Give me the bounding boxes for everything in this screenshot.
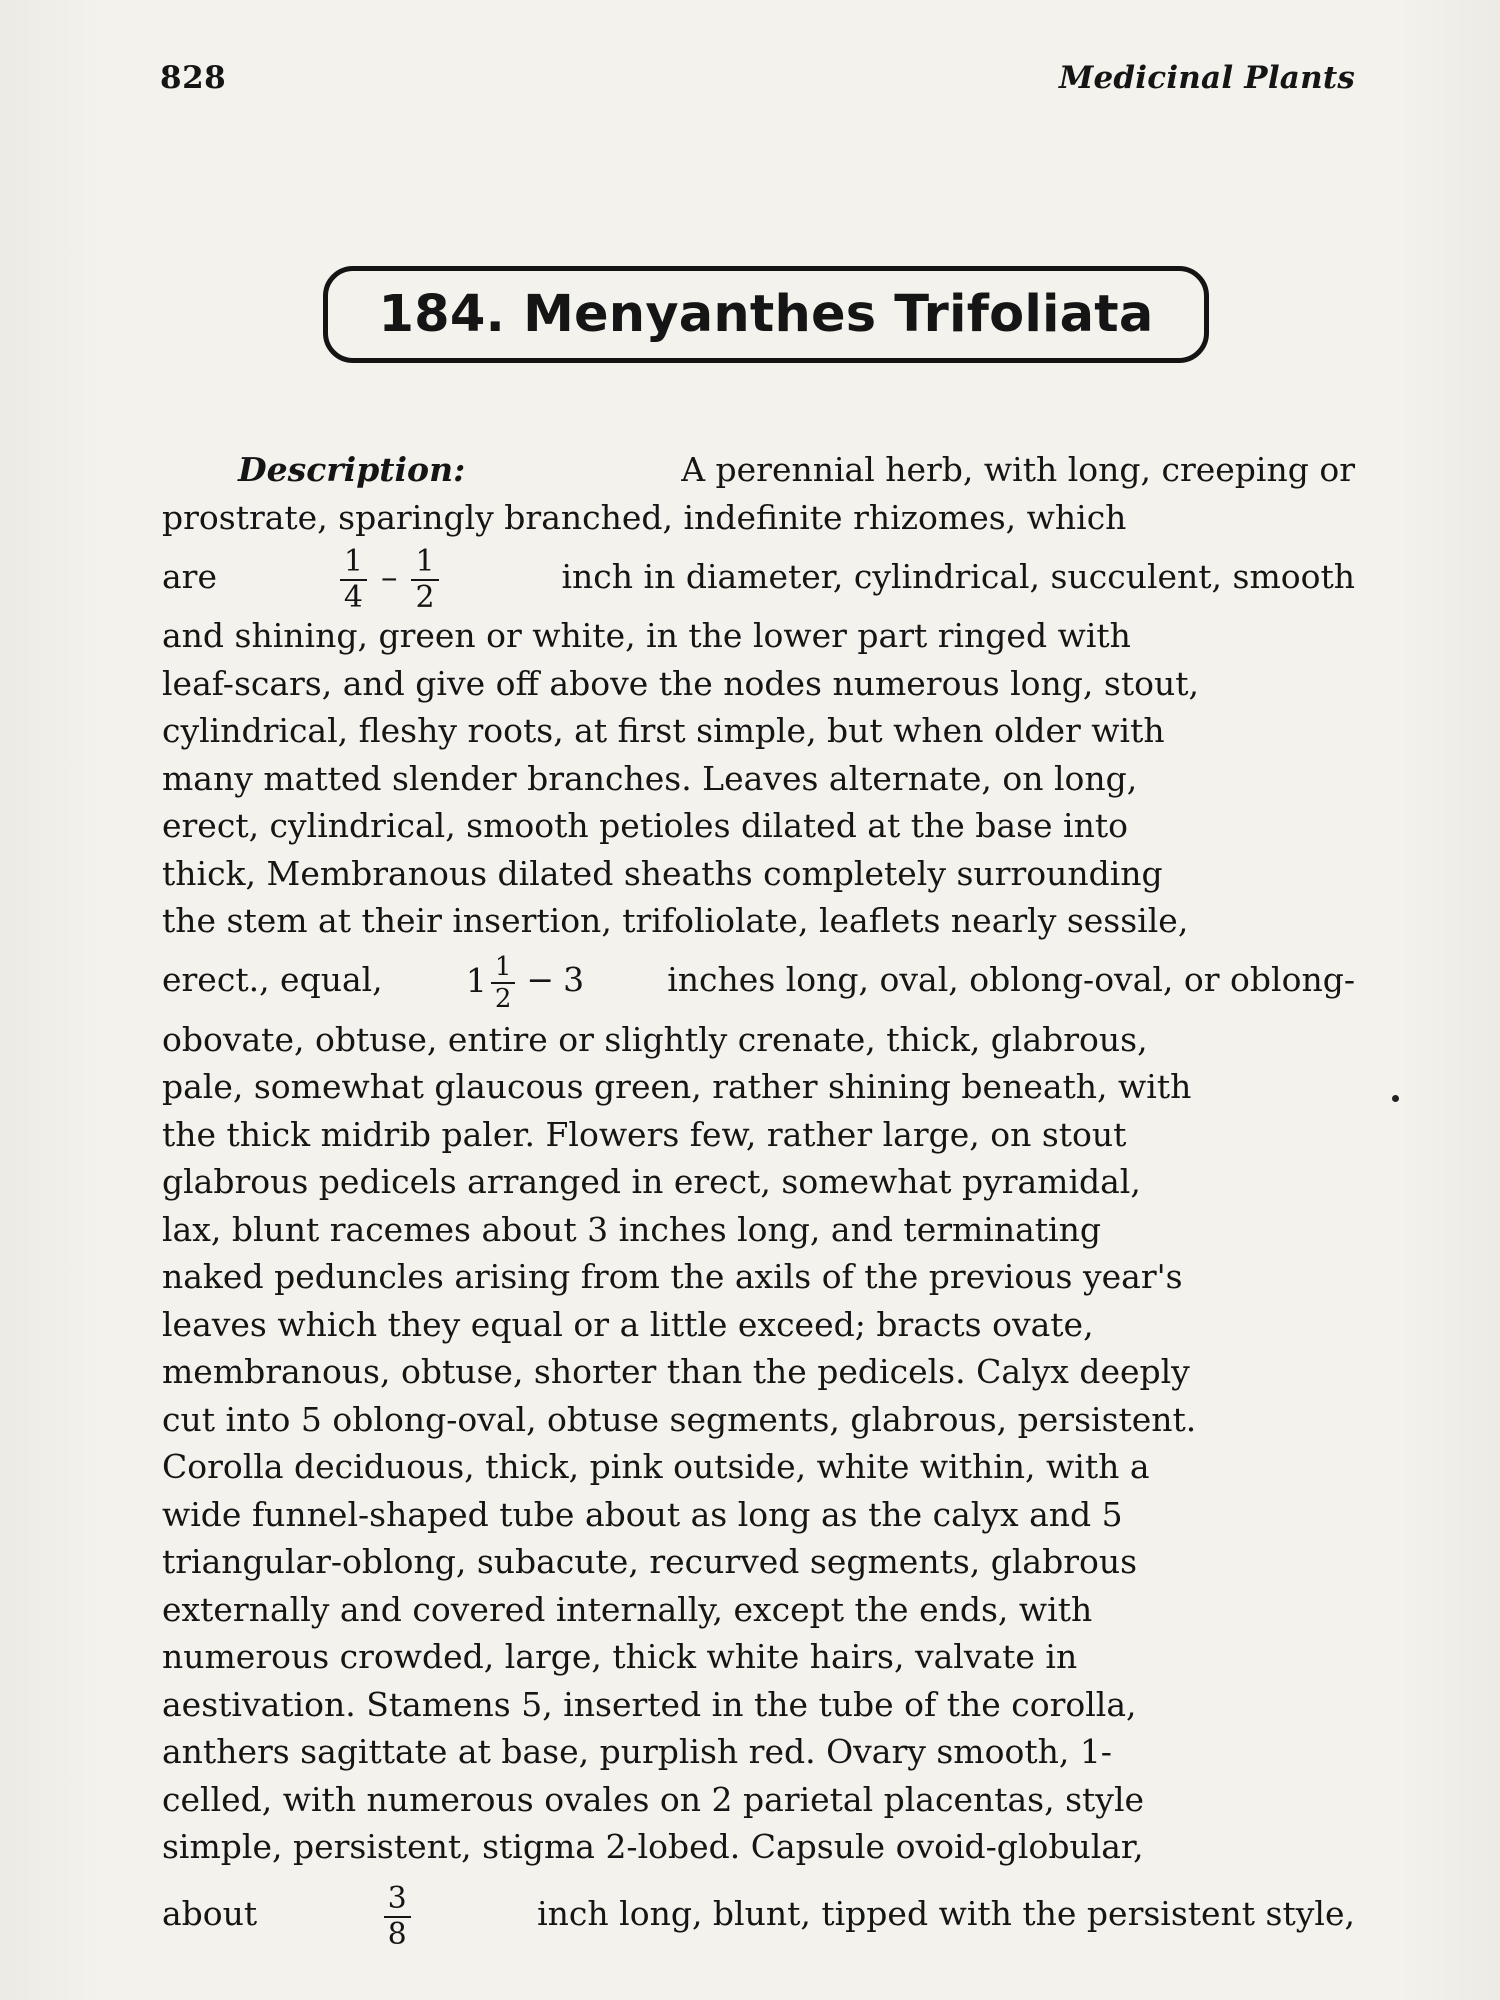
mixed-number-fraction [491,954,516,1012]
fraction-three-eighths-denominator: 8 [387,1916,407,1952]
text-line-20: cut into 5 oblong-oval, obtuse segments, glabrous, persistent. [162,1399,1197,1439]
leaflet-length-range [465,951,585,1014]
text-line-13: pale, somewhat glaucous green, rather shining beneath, with [162,1067,1192,1106]
chapter-title: 184. Menyanthes Trifoliata [378,285,1154,344]
text-line-11-after: inches long, oval, oblong-oval, or oblong- [667,960,1355,1000]
text-line-10: the stem at their insertion, trifoliolate, leaflets nearly sessile, [162,901,1189,940]
text-line-24: externally and covered internally, except the ends, with [162,1589,1093,1629]
fraction-one-quarter-numerator: 1 [340,547,367,581]
text-line-3 [162,541,1355,615]
margin-ink-dot [1392,1095,1399,1102]
text-line-1 [162,446,1355,494]
text-line-11-before: erect., equal, [162,960,383,1000]
text-line-30-before: about [162,1893,258,1933]
text-line-3-before: are [162,556,217,596]
leaflet-range-minus: − [526,960,555,1000]
text-line-22: wide funnel-shaped tube about as long as the calyx and 5 [162,1494,1123,1534]
text-line-1-rest: A perennial herb, with long, creeping or [681,450,1355,489]
book-title: Medicinal Plants [1058,60,1355,96]
text-line-9: thick, Membranous dilated sheaths completely surrounding [162,853,1163,893]
text-line-29: simple, persistent, stigma 2-lobed. Capsule ovoid-globular, [162,1827,1144,1866]
text-line-21: Corolla deciduous, thick, pink outside, white within, with a [162,1447,1150,1486]
text-line-23: triangular-oblong, subacute, recurved segments, glabrous [162,1542,1138,1581]
text-line-19: membranous, obtuse, shorter than the pedicels. Calyx deeply [162,1352,1190,1391]
text-line-14: the thick midrib paler. Flowers few, rather large, on stout [162,1114,1127,1154]
text-line-27: anthers sagittate at base, purplish red. Ovary smooth, 1- [162,1732,1112,1771]
fraction-three-eighths [384,1880,411,1952]
leaflet-range-end: 3 [563,960,585,1000]
description-label: Description: [238,450,466,489]
fraction-three-eighths-numerator: 3 [384,1884,411,1918]
running-head [160,60,1355,96]
range-dash: – [380,556,398,596]
mixed-number-denominator: 2 [494,984,512,1014]
mixed-number-whole: 1 [465,960,487,1000]
text-line-30 [162,1871,1355,1957]
fraction-one-half-denominator: 2 [415,579,435,615]
description-text [162,446,1355,1957]
fraction-one-quarter-denominator: 4 [343,579,363,615]
text-line-15: glabrous pedicels arranged in erect, somewhat pyramidal, [162,1162,1141,1201]
text-line-30-after: inch long, blunt, tipped with the persistent style, [537,1893,1355,1933]
mixed-number-numerator: 1 [491,954,516,984]
text-line-4: and shining, green or white, in the lower part ringed with [162,616,1131,655]
mixed-number-one-and-half [465,951,518,1014]
text-line-25: numerous crowded, large, thick white hairs, valvate in [162,1637,1078,1676]
text-line-2: prostrate, sparingly branched, indefinite rhizomes, which [162,497,1127,537]
fraction-one-half-numerator: 1 [411,547,438,581]
text-line-3-after: inch in diameter, cylindrical, succulent, smooth [561,556,1355,596]
text-line-11 [162,945,1355,1016]
text-line-12: obovate, obtuse, entire or slightly crenate, thick, glabrous, [162,1019,1148,1059]
fraction-one-quarter [340,543,367,615]
text-line-28: celled, with numerous ovales on 2 parietal placentas, style [162,1779,1145,1819]
fraction-one-half [411,543,438,615]
chapter-heading-box [323,266,1209,363]
text-line-7: many matted slender branches. Leaves alternate, on long, [162,758,1138,798]
text-line-26: aestivation. Stamens 5, inserted in the tube of the corolla, [162,1684,1137,1724]
text-line-6: cylindrical, fleshy roots, at first simple, but when older with [162,711,1165,750]
text-line-18: leaves which they equal or a little exceed; bracts ovate, [162,1304,1094,1344]
text-line-17: naked peduncles arising from the axils of the previous year's [162,1257,1183,1296]
text-line-8: erect, cylindrical, smooth petioles dilated at the base into [162,806,1128,845]
text-line-16: lax, blunt racemes about 3 inches long, and terminating [162,1209,1101,1249]
diameter-range [335,543,444,615]
page-number: 828 [160,60,227,96]
text-line-5: leaf-scars, and give off above the nodes numerous long, stout, [162,663,1199,703]
